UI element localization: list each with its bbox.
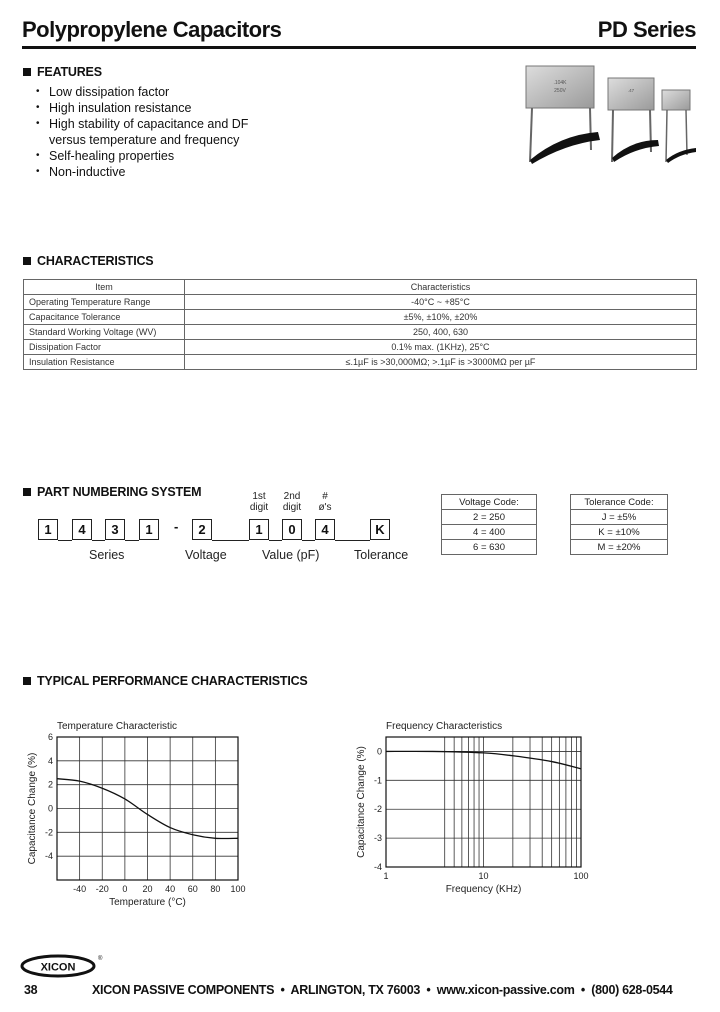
box-connector xyxy=(269,540,282,541)
svg-text:250V: 250V xyxy=(554,88,566,94)
table-cell: Insulation Resistance xyxy=(24,355,185,370)
table-row xyxy=(24,340,697,355)
feature-item-continuation: versus temperature and frequency xyxy=(49,133,240,147)
x-axis-label: Temperature (°C) xyxy=(109,897,186,908)
y-tick-label: 4 xyxy=(47,755,53,766)
x-axis-label: Frequency (KHz) xyxy=(445,884,522,895)
part-char-box: 1 xyxy=(139,519,159,540)
table-cell: -40°C ~ +85°C xyxy=(185,295,697,310)
heading-square-icon xyxy=(23,68,31,76)
digit-label-1st xyxy=(245,491,273,513)
chart-title: Temperature Characteristic xyxy=(57,721,178,732)
voltage-code-header: Voltage Code: xyxy=(442,495,537,510)
box-connector xyxy=(125,540,139,541)
column-header: Characteristics xyxy=(185,280,697,295)
svg-text:.47: .47 xyxy=(627,88,635,93)
series-title: PD Series xyxy=(597,17,696,42)
tolerance-code-row: K = ±10% xyxy=(571,525,668,540)
performance-heading-text: TYPICAL PERFORMANCE CHARACTERISTICS xyxy=(37,674,308,688)
box-connector xyxy=(335,540,370,541)
x-tick-label: -20 xyxy=(95,884,109,894)
voltage-label: Voltage xyxy=(185,548,227,562)
x-tick-label: 100 xyxy=(230,884,246,894)
x-tick-label: 100 xyxy=(573,871,589,881)
table-row xyxy=(24,310,697,325)
table-cell: ±5%, ±10%, ±20% xyxy=(185,310,697,325)
features-list xyxy=(36,84,248,180)
y-tick-label: -4 xyxy=(373,862,382,872)
feature-item: • High insulation resistance xyxy=(36,100,248,116)
page-title: Polypropylene Capacitors xyxy=(22,17,282,42)
feature-item: • Self-healing properties xyxy=(36,148,248,164)
table-cell: Dissipation Factor xyxy=(24,340,185,355)
xicon-logo xyxy=(18,953,104,979)
y-tick-label: 2 xyxy=(47,779,53,790)
digit-label-text: 1st digit xyxy=(249,491,269,513)
y-tick-label: -2 xyxy=(373,804,382,815)
header-rule xyxy=(22,46,696,49)
y-axis-label: Capacitance Change (%) xyxy=(356,746,367,858)
series-label: Series xyxy=(89,548,125,562)
tolerance-code-table xyxy=(570,494,668,555)
x-tick-label: -40 xyxy=(73,884,87,894)
part-char-box: 3 xyxy=(105,519,125,540)
heading-square-icon xyxy=(23,677,31,685)
characteristics-heading-text: CHARACTERISTICS xyxy=(37,254,154,268)
y-tick-label: -4 xyxy=(44,851,53,862)
tolerance-code-header: Tolerance Code: xyxy=(571,495,668,510)
part-dash: - xyxy=(174,519,179,534)
voltage-code-row: 4 = 400 xyxy=(442,525,537,540)
capacitor-product-image xyxy=(520,60,700,170)
table-cell: 0.1% max. (1KHz), 25°C xyxy=(185,340,697,355)
part-char-box: 1 xyxy=(38,519,58,540)
y-tick-label: 6 xyxy=(47,732,53,742)
x-tick-label: 0 xyxy=(122,884,128,894)
voltage-code-row: 6 = 630 xyxy=(442,540,537,555)
page-number: 38 xyxy=(24,983,38,997)
feature-item: • High stability of capacitance and DF xyxy=(36,116,248,132)
feature-item: • Low dissipation factor xyxy=(36,84,248,100)
y-tick-label: 0 xyxy=(376,746,382,757)
part-numbering-heading xyxy=(23,485,201,499)
digit-label-zeros xyxy=(311,491,339,513)
heading-square-icon xyxy=(23,257,31,265)
tolerance-label: Tolerance xyxy=(354,548,409,562)
features-heading-text: FEATURES xyxy=(37,65,102,79)
digit-label-2nd xyxy=(278,491,306,513)
table-cell: 250, 400, 630 xyxy=(185,325,697,340)
column-header: Item xyxy=(24,280,185,295)
performance-heading xyxy=(23,674,308,688)
table-row xyxy=(24,325,697,340)
box-connector xyxy=(92,540,105,541)
frequency-chart xyxy=(345,712,595,912)
features-heading xyxy=(23,65,102,79)
x-tick-label: 60 xyxy=(187,884,198,894)
x-tick-label: 10 xyxy=(478,871,489,881)
part-char-box: 0 xyxy=(282,519,302,540)
y-tick-label: -1 xyxy=(373,775,382,786)
table-header-row xyxy=(24,280,697,295)
digit-label-text: # ø's xyxy=(318,491,332,513)
chart-title: Frequency Characteristics xyxy=(386,721,503,732)
x-tick-label: 40 xyxy=(165,884,176,894)
part-numbering-heading-text: PART NUMBERING SYSTEM xyxy=(37,485,202,499)
x-tick-label: 1 xyxy=(383,871,389,881)
tolerance-code-row: J = ±5% xyxy=(571,510,668,525)
part-char-box: 4 xyxy=(72,519,92,540)
value-label: Value (pF) xyxy=(262,548,320,562)
table-row xyxy=(24,355,697,370)
table-cell: ≤.1µF is >30,000MΩ; >.1µF is >3000MΩ per µF xyxy=(185,355,697,370)
box-connector xyxy=(212,540,249,541)
tolerance-code-row: M = ±20% xyxy=(571,540,668,555)
y-axis-label: Capacitance Change (%) xyxy=(27,752,38,865)
temperature-chart xyxy=(20,712,270,912)
characteristics-table xyxy=(23,279,697,370)
x-tick-label: 80 xyxy=(210,884,221,894)
svg-text:.104K: .104K xyxy=(553,80,567,86)
x-tick-label: 20 xyxy=(142,884,153,894)
table-cell: Capacitance Tolerance xyxy=(24,310,185,325)
footer-contact: XICON PASSIVE COMPONENTS • ARLINGTON, TX 76003 • www.xicon-passive.com • (800) 628-0544 xyxy=(92,983,673,997)
y-tick-label: -2 xyxy=(44,827,53,838)
characteristics-heading xyxy=(23,254,153,268)
y-tick-label: -3 xyxy=(373,833,382,844)
svg-text:®: ® xyxy=(98,956,103,962)
digit-label-text: 2nd digit xyxy=(282,491,302,513)
feature-item: • Non-inductive xyxy=(36,164,248,180)
table-cell: Operating Temperature Range xyxy=(24,295,185,310)
box-connector xyxy=(302,540,315,541)
part-char-box: 4 xyxy=(315,519,335,540)
part-char-box: 2 xyxy=(192,519,212,540)
table-row xyxy=(24,295,697,310)
heading-square-icon xyxy=(23,488,31,496)
voltage-code-table xyxy=(441,494,537,555)
logo-text: XICON xyxy=(40,961,76,974)
voltage-code-row: 2 = 250 xyxy=(442,510,537,525)
part-char-box: K xyxy=(370,519,390,540)
table-cell: Standard Working Voltage (WV) xyxy=(24,325,185,340)
part-char-box: 1 xyxy=(249,519,269,540)
box-connector xyxy=(58,540,72,541)
y-tick-label: 0 xyxy=(47,803,53,814)
